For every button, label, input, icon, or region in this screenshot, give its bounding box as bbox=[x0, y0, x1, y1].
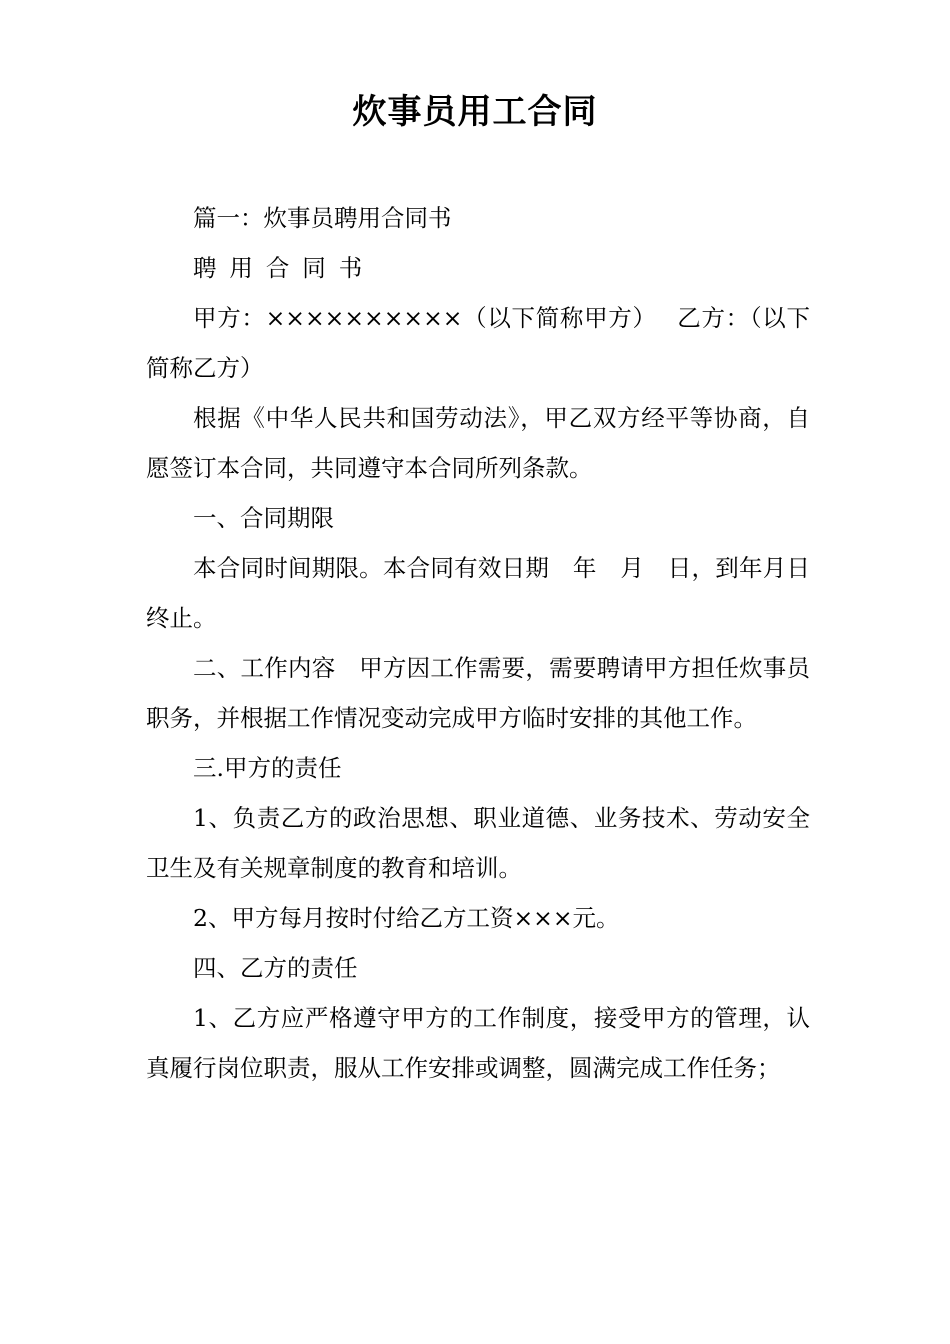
document-body bbox=[146, 193, 810, 1093]
paragraph-party-b-item-1: 1、乙方应严格遵守甲方的工作制度，接受甲方的管理，认真履行岗位职责，服从工作安排或调整，圆满完成工作任务； bbox=[146, 1004, 810, 1082]
paragraph-section-heading: 篇一：炊事员聘用合同书 bbox=[193, 204, 452, 232]
paragraph-term-body: 本合同时间期限。本合同有效日期 年 月 日，到年月日终止。 bbox=[146, 554, 810, 632]
paragraph-party-a-item-1: 1、负责乙方的政治思想、职业道德、业务技术、劳动安全卫生及有关规章制度的教育和培训。 bbox=[146, 804, 810, 882]
paragraph-work-content: 二、工作内容 甲方因工作需要，需要聘请甲方担任炊事员职务，并根据工作情况变动完成甲方临时安排的其他工作。 bbox=[146, 654, 810, 732]
document-title: 炊事员用工合同 bbox=[352, 92, 598, 132]
paragraph-parties: 甲方：××××××××××（以下简称甲方） 乙方：（以下简称乙方） bbox=[146, 304, 810, 382]
paragraph-party-b-heading: 四、乙方的责任 bbox=[193, 954, 358, 982]
paragraph-contract-name: 聘用合同书 bbox=[193, 254, 376, 282]
paragraph-term-heading: 一、合同期限 bbox=[193, 504, 334, 532]
paragraph-preamble: 根据《中华人民共和国劳动法》，甲乙双方经平等协商，自愿签订本合同，共同遵守本合同所列条款。 bbox=[146, 404, 810, 482]
paragraph-party-a-item-2: 2、甲方每月按时付给乙方工资×××元。 bbox=[193, 904, 620, 932]
paragraph-party-a-heading: 三.甲方的责任 bbox=[193, 754, 342, 782]
